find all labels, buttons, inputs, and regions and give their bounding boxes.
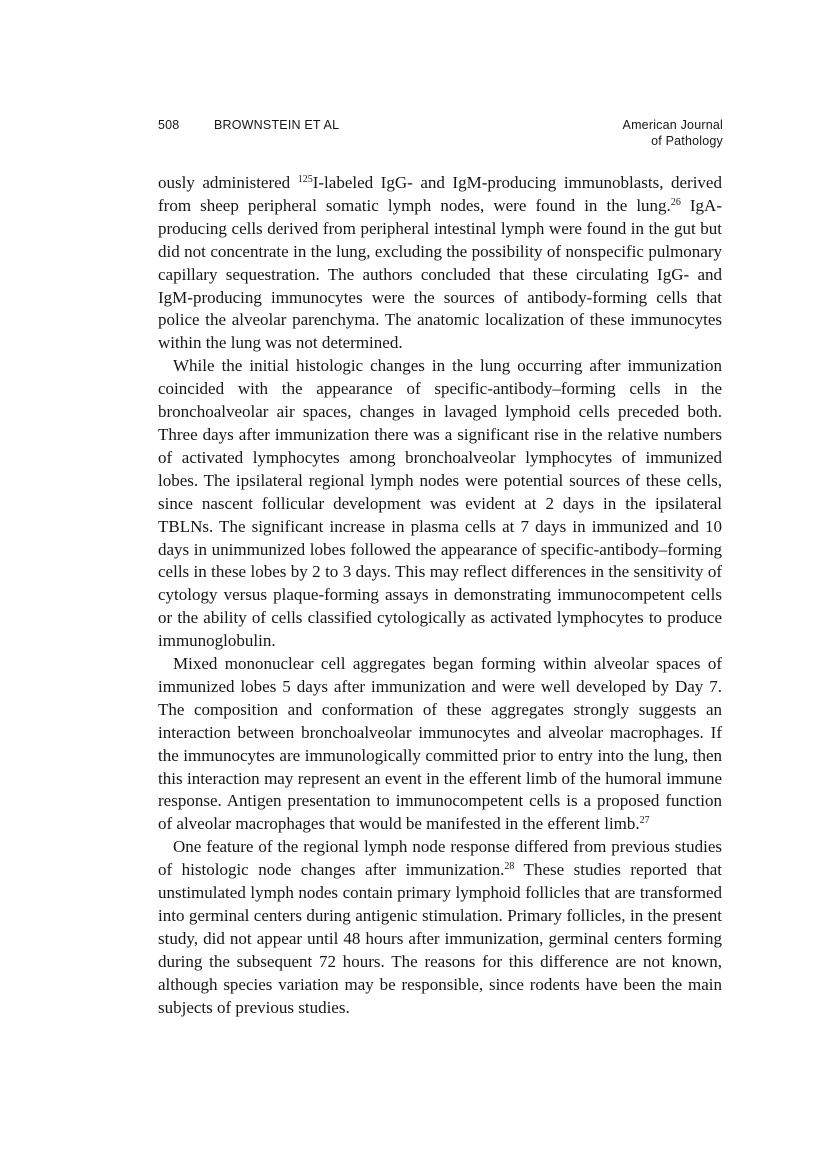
paragraph-4 (158, 836, 722, 1019)
paragraph-2 (158, 355, 722, 653)
text-run: Mixed mononuclear cell aggregates began forming within alveolar spaces of immunized lobes 5 days after immunization and were well developed by Day 7. The composition and conformation of these aggregates strongly suggests an interaction between bronchoalveolar immunocytes and alveolar macrophages. If the immunocytes are immunologically committed prior to entry into the lung, then this interaction may represent an event in the efferent limb of the humoral immune response. Antigen presentation to immunocompetent cells is a proposed function of alveolar macrophages that would be manifested in the efferent limb. (158, 654, 722, 834)
journal-title-line-1: American Journal (622, 118, 723, 132)
text-run: ously administered (158, 173, 298, 192)
text-run: IgA-producing cells derived from peripheral intestinal lymph were found in the gut but did not concentrate in the lung, excluding the possibility of nonspecific pulmonary capillary sequestration. The authors concluded that these circulating IgG- and IgM-producing immunocytes were the sources of antibody-forming cells that police the alveolar parenchyma. The anatomic localization of these immunocytes within the lung was not determined. (158, 195, 722, 353)
page-number: 508 (158, 118, 180, 132)
reference-marker: 125 (297, 174, 313, 185)
paragraph-3 (158, 653, 722, 836)
article-body (158, 172, 722, 1020)
text-run: These studies reported that unstimulated lymph nodes contain primary lymphoid follicles that are transformed into germinal centers during antigenic stimulation. Primary follicles, in the present study, did not appear until 48 hours after immunization, germinal centers forming during the subsequent 72 hours. The reasons for this difference are not known, although species variation may be responsible, since rodents have been the main subjects of previous studies. (158, 860, 723, 1017)
text-run: I-labeled IgG- and IgM-producing immunoblasts, derived from sheep peripheral somatic lymph nodes, were found in the lung. (158, 173, 722, 215)
text-run: One feature of the regional lymph node response differed from previous studies of histologic node changes after immunization. (158, 837, 722, 880)
paragraph-1 (158, 172, 722, 355)
journal-title-line-2: of Pathology (651, 134, 723, 148)
reference-marker: 28 (504, 861, 515, 873)
reference-marker: 27 (639, 815, 650, 827)
running-title: BROWNSTEIN ET AL (214, 118, 340, 132)
page-header (158, 117, 723, 157)
reference-marker: 26 (670, 196, 681, 208)
journal-title (623, 117, 723, 149)
text-run: While the initial histologic changes in the lung occurring after immunization coincided with the appearance of specific-antibody–forming cells in the bronchoalveolar air spaces, changes in lavaged lymphoid cells preceded both. Three days after immunization there was a significant rise in the relative numbers of activated lymphocytes among bronchoalveolar lymphocytes of immunized lobes. The ipsilateral regional lymph nodes were potential sources of these cells, since nascent follicular development was evident at 2 days in the ipsilateral TBLNs. The significant increase in plasma cells at 7 days in immunized and 10 days in unimmunized lobes followed the appearance of specific-antibody–forming cells in these lobes by 2 to 3 days. This may reflect differences in the sensitivity of cytology versus plaque-forming assays in demonstrating immunocompetent cells or the ability of cells classified cytologically as activated lymphocytes to produce immunoglobulin. (158, 356, 722, 651)
